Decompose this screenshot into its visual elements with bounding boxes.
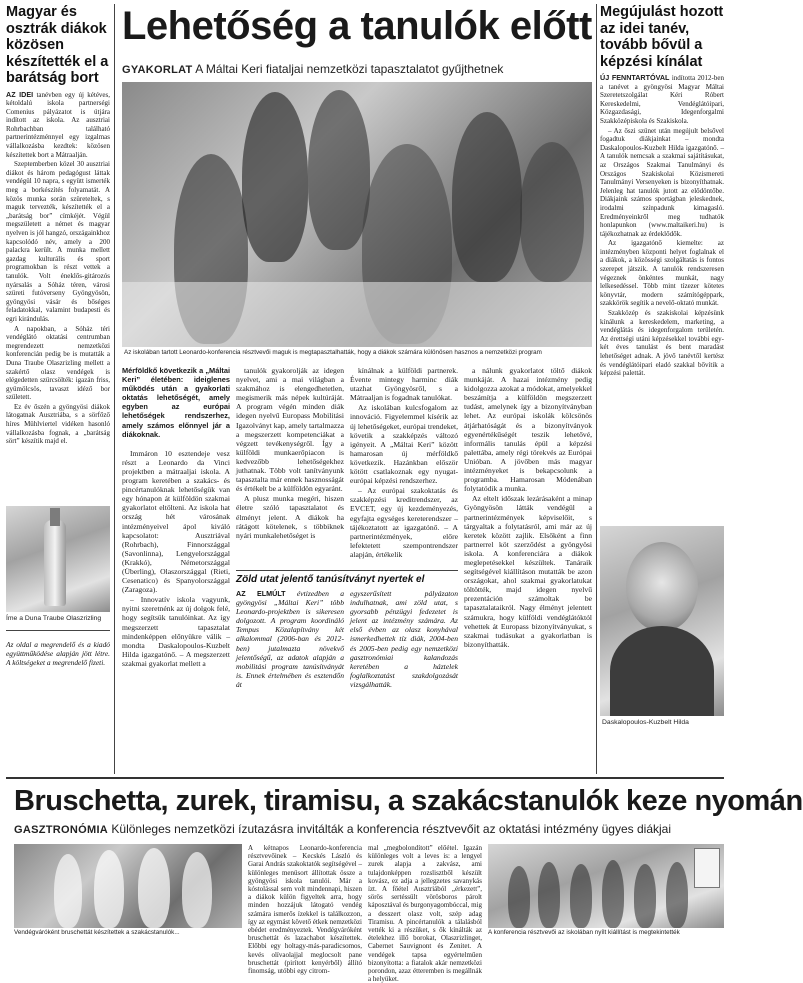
- cooks-photo: [14, 844, 242, 928]
- visitor-figure: [602, 860, 624, 928]
- left-paragraph: A napokban, a Sóház téri vendéglátó oktatási centrumban megrendezett nemzetközi konferencián pedig be is mutatták a Duna Traube Olaszrizling mellett a szakértő olasz vendégek is elégedetten szürcsölték: igazán friss, gyümölcsös, tavaszt idéző bor született.: [6, 324, 110, 402]
- wine-bottle-shape: [44, 520, 66, 606]
- main-paragraph: – Innovatív iskola vagyunk, nyitni szeretnénk az új dolgok felé, hogy segítsük tanulóinkat. Az így megszerzett tapasztalat mindenképpen előnyükre válik – mondta Daskalopoulos-Kuzbelt Hilda igazgatónő. – A megszerzett szakmai gyakorlat mellett a: [122, 595, 230, 668]
- visitor-figure: [538, 862, 560, 928]
- bottom-col-1: A kétnapos Leonardo-konferencia résztvevőinek – Kecskés László és Garai András szakoktatók segítségével – különleges menüsort állítottak össze a gyöngyösi iskola tanulói. Már a kóstolással sem volt mindennapi, hiszen a diákok külön figyeltek arra, hogy minden hozzájuk látogató vendég számára ismerős ízekkel is találkozzon, így az egymást követő étkek nemzetközi ebédet eredményeztek. Vendégváróként bruschettát és lazachabot készítettek. Előbbi egy holtagy-más-paradicsomos, kevés olívaolajjal meglocsolt pane bruschettát (pirított kenyérből) állító finomság, utóbbi egy citrom-: [248, 844, 362, 976]
- cook-figure: [54, 854, 82, 928]
- portrait-head-shape: [626, 542, 698, 632]
- certificate-text-b: egyszerűsített pályázaton indulhatnak, ami zöld utat, s gyorsabb pénzügyi fedezetet is jelent az intézmény számára. Az első évben az olasz konyhával ismerkedhettek tíz diák, 2004-ben és 2005-ben pedig egy nemzetközi gasztronómiai kalandozás keretében a háztelek foglalkoztatást szakdolgozását vizsgálhatták.: [350, 589, 458, 689]
- bottom-col-2: mal „megbolondított” előétel. Igazán különleges volt a leves is: a lengyel zurek alapja a zakvász, ami tulajdonképpen rozslisztből készült kovász, ez adja a jellegzetes savanykás ízt. A főétel Ausztriából „érkezett”, sörös sertéssült vörösboros párolt káposztával és burgonyagombóccal, mig a desszert olasz volt, szép adag Tiramisu. A pincértanulók a tálalásból vették ki a részüket, s ők kínálták az ételekhez illő borokat, Olaszrizlinget, Cabernet Sauvignont és Zenitet. A vendégek tapsa egyértelműen bizonyította: a fiatalok akár nemzetközi porondon, azaz étteremben is megállnák a helyüket.: [368, 844, 482, 983]
- left-article-body: [6, 91, 110, 446]
- right-paragraph: indította 2012-ben a tanévet a gyöngyösi Magyar Máltai Szeretetszolgálat Kéri Róbert Kereskedelmi, Vendéglátóipari, Közgazdasági, Idegenforgalmi Szakközépiskola és Szakiskola.: [600, 74, 724, 125]
- director-portrait-photo: [600, 526, 724, 716]
- main-kicker-row: [122, 62, 592, 76]
- right-headline: Megújulást hozott az idei tanév, tovább bővül a képzési kínálat: [600, 4, 724, 70]
- person-figure: [520, 142, 584, 282]
- left-column: [6, 4, 110, 784]
- cooks-photo-caption: Vendégváróként bruschettát készítettek a szakácstanulók...: [14, 929, 180, 936]
- main-col-3: [350, 366, 458, 566]
- column-rule-right: [596, 4, 597, 774]
- main-subhead: A Máltai Keri fiataljai nemzetközi tapasztalatot gyűjthetnek: [195, 62, 504, 76]
- bottom-subhead: Különleges nemzetközi ízutazásra invitálták a konferencia résztvevőit az oktatási intézmény ügyes diákjai: [111, 822, 672, 836]
- bottle-neck-shape: [50, 508, 60, 526]
- main-paragraph: – Az európai szakoktatás és szakképzési kreditrendszer, az EVCET, egy új kezdeményezés, egyfajta egységes kereterendszer – tájékoztatott az igazgatónő. – A partnerintézmények, előre lefektetett szempontrendszer alapján, értékelik: [350, 486, 458, 559]
- right-lead-label: ÚJ FENNTARTÓVAL: [600, 73, 670, 82]
- visitor-figure: [634, 864, 656, 928]
- visitor-figure: [508, 866, 530, 928]
- bottom-kicker: GASZTRONÓMIA: [14, 824, 109, 836]
- main-paragraph: Immáron 10 esztendeje vesz részt a Leonardo da Vinci projektben a mátraaljai iskola. A program keretében a szakács- és pincértanulóknak lehetőségük van egy hónapon át külföldön szakmai gyakorlatot eltölteni. Az iskola hat ország hét városának intézményeivel ápol kiváló kapcsolatot: Ausztriával (Rohrbach), Finnországgal (Savonlinna), Lengyelországgal (Krakkó), Németországgal (Überling), Olaszországgal (Rieti, Cesenatico) és Spanyolországgal (Zaragoza).: [122, 448, 230, 595]
- certificate-lead-label: AZ ELMÚLT: [236, 589, 286, 598]
- wine-bottle-photo: [6, 506, 110, 612]
- exhibition-photo: [488, 844, 724, 928]
- director-photo-caption: Daskalopoulos-Kuzbelt Hilda: [602, 719, 689, 726]
- column-rule-left: [114, 4, 115, 774]
- conference-photo: [122, 82, 592, 347]
- main-paragraph: A plusz munka megéri, hiszen életre szóló tapasztalatot és élményt jelent. A diákok ha rátágott kötelenek, s többiknek nyári munkalehetőséget is: [236, 494, 344, 540]
- left-headline: Magyar és osztrák diákok közösen készítették el a barátság bort: [6, 4, 109, 86]
- right-article-body: [600, 74, 724, 378]
- bottom-kicker-row: [14, 822, 722, 836]
- cook-figure: [94, 850, 124, 928]
- main-paragraph: tanulók gyakorolják az idegen nyelvet, ami a mai világban a szakmához is elengedhetetlen, megismerik más népek kultúráját. A program végén minden diák idegen nyelvű Europass Mobilitási Igazolványt kap, amely tartalmazza a megszerzett kompetenciákat a végzett tevékenységről. Így a külföldi munkaerőpiacon is kedvezőbb lehetőségekhez juthatnak. Több volt tanítványunk tapasztalta már ennek hasznosságát és értékelt be a külföldön egyaránt.: [236, 366, 344, 494]
- section-divider: [6, 777, 724, 779]
- left-lead-label: AZ IDEI: [6, 89, 34, 99]
- table-surface: [122, 282, 592, 347]
- main-headline: Lehetőség a tanulók előtt: [122, 4, 592, 48]
- main-col-4: [464, 366, 592, 771]
- bottom-headline: Bruschetta, zurek, tiramisu, a szakácstanulók keze nyomán: [14, 785, 803, 817]
- left-separator: [6, 630, 110, 631]
- wine-photo-caption: Íme a Duna Traube Olaszrizling: [6, 615, 102, 622]
- person-figure: [308, 90, 370, 250]
- main-col-1: [122, 366, 230, 771]
- left-paragraph: Ez év őszén a gyöngyösi diákok látogatnak Ausztriába, s a sörfőző híres Mühlviertel vidéken hasonló vállalkozásba fognak, a „barátság sört” készítik majd el.: [6, 402, 110, 446]
- left-paragraph: tanévben egy új kétéves, kétoldalú iskola partnerségi Comenius pályázatot is útjára indított az iskola. Az ausztriai Rohrbachban található partnerintézménnyel egy izgalmas vállalkozásba kezdtek: közösen készítettek bort a Mátraalján.: [6, 90, 111, 159]
- main-intro: Mérföldkő következik a „Máltai Keri” életében: ideiglenes működés után a gyakorlati oktatás lehetőségét, amely egyben az európai lehetőségek rendszerhez, amely számos előnnyel jár a diákoknak.: [122, 366, 230, 439]
- certificate-headline: Zöld utat jelentő tanúsítványt nyertek el: [236, 574, 425, 585]
- main-col-2: [236, 366, 344, 566]
- main-paragraph: a nálunk gyakorlatot töltő diákok munkáját. A hazai intézmény pedig kidolgozza azokat a módokat, amelyekkel beszámítja a külföldön megszerzett tudást, amelynek így a bizonyítványban lehet. Az európai iskolák kölcsönös átjárhatóságát és a bizonyítványok egyenértékűségét teszik lehetővé, informális tanulás épül a képzési palettába, amely régi törekvés az Európai Unióban. A jövőben más magyar intézményeket is bekapcsolunk a programba. Hamarosan Módenában folytatódik a munka.: [464, 366, 592, 494]
- certificate-box: [236, 570, 458, 770]
- right-paragraph: – Az őszi szünet után megújult belsővel fogadtuk diákjainkat – mondta Daskalopoulos-Kuzbelt Hilda igazgatónő. – A tanulók nemcsak a szakmai sajátításukat, az Országos Szakmai Tanulmányi és Országos Szakiskolai Közismereti Tanulmányi Versenyeken is bizonyíthatnak. Jelenleg hat tanulók jutott az elődöntőbe. Diákjaink számos sportágban jeleskednek, irodalmi színpadunk kimagasló. Eredményeinkről meg tudhatók honlapunkon (www.maltaikeri.hu) is tájékozhatnak az érdeklődők.: [600, 126, 724, 238]
- cook-figure: [182, 852, 212, 928]
- visitor-figure: [666, 862, 688, 928]
- person-figure: [452, 112, 522, 282]
- certificate-text-a-body: évtizedben a gyöngyösi „Máltai Keri” több Leonardo-projektben is sikeresen dolgozott. A program koordináló Tempus Közalapítvány két alkalommal (2006-ban és 2012-ben) jutalmazta növekvő jelentőségű, az adatok alapján a mobilitási program tanúsítványát is. Ennek értelmében és esztendőn át: [236, 589, 345, 689]
- right-column: [600, 4, 724, 524]
- main-kicker: GYAKORLAT: [122, 64, 193, 76]
- exhibition-poster: [694, 848, 720, 888]
- left-paragraph: Szeptemberben közel 30 ausztriai diákot és három pedagógust láttak vendégül 10 napra, s együtt ismerték meg a borkészítés folyamatát. A közös munka során szüreteltek, s maguk tervezték, készítették el a „barátság bor” címkéjét. Végül megszületett a német és magyar nyelven is jól hangzó, országainkhoz kapcsolódó név, amely a 200 palackra került. A munka mellett gazdag kulturális és sport programokban is részt vettek a tanulók. Volt éneklős-gitározós nyársalás a Sóház téren, városi szüreti futóverseny Gyöngyösön, gyöngyösi vásár és bőséges feladatokkal, valamint budapesti és egri kirándulás.: [6, 160, 110, 323]
- conference-photo-caption: Az iskolában tartott Leonardo-konferencia résztvevői maguk is megtapasztalhatták, hogy a diákok számára különösen hasznos a nemzetközi program: [124, 349, 542, 356]
- exhibition-photo-caption: A konferencia résztvevői az iskolában nyílt kiállítást is megtekintették: [488, 929, 680, 936]
- cook-figure: [138, 848, 170, 928]
- right-paragraph: Szakközép és szakiskolai képzésünk kínálunk a kereskedelem, marketing, a vendéglátás és idegenforgalom területén. Az érettségi utáni képzésekkel további egy-két éves tanulást és bent maradást lehetőséget adnak. A jövő tanévtől kertész és vendéglátóipari eladó szakkal bővítik a képzési palettát.: [600, 309, 724, 378]
- publisher-note: Az oldal a megrendelő és a kiadó együttműködése alapján jött létre. A költségeket a megrendelő fizeti.: [6, 640, 110, 667]
- main-paragraph: Az eltelt időszak lezárásaként a minap Gyöngyösön látták vendégül a partnerintézmények képviselőit, s tárgyaltak a folytatásról, ami már az új keretek között zajlik. Elsőként a finn partnerrel köt szerződést a gyöngyösi iskola. A konferenciára a diákok meglepetésekkel készültek. Tanáraik segítségével kiállításon mutatták be azon országokat, ahol szakmai gyakorlatukat töltötték, majd idegen nyelvű prezentáción számoltak be tapasztalataikról. Nagy élményt jelentett számukra, hogy külföldi vendéglátóktól vehettek át Europass bizonyítványukat, s szakmai tudásukat a gyakorlatban is bizonyíthatták.: [464, 494, 592, 649]
- certificate-text-a: [236, 589, 344, 689]
- main-paragraph: Az iskolában kulcsfogalom az innováció. Figyelemmel kísérik az új lehetőségeket, európai trendeket, követik a szakképzés változó igényeit. A „Máltai Keri” között hamarosan új mérföldkő következik. Hazánkban először kötött csatlakoznak egy nyugat-európai képzési rendszerhez.: [350, 403, 458, 486]
- main-paragraph: kínálnak a külföldi partnerek. Évente mintegy harminc diák utazhat Gyöngyösről, s a Mátraaljan is fogadnak tanulókat.: [350, 366, 458, 403]
- person-figure: [242, 92, 308, 262]
- right-paragraph: Az igazgatónő kiemelte: az intézményben központi helyet foglalnak el a diákok, a közösségi szolgáltatás is fontos szerepet játszik. A tanulók rendszeresen végeznek önkéntes munkát, nagy lelkesedéssel. Több mint tízezer kötetes könyvtár, modern számítógéppark, szakkörök segítik a nevelő-oktató munkát.: [600, 239, 724, 308]
- visitor-figure: [570, 864, 592, 928]
- portrait-body-shape: [610, 626, 714, 716]
